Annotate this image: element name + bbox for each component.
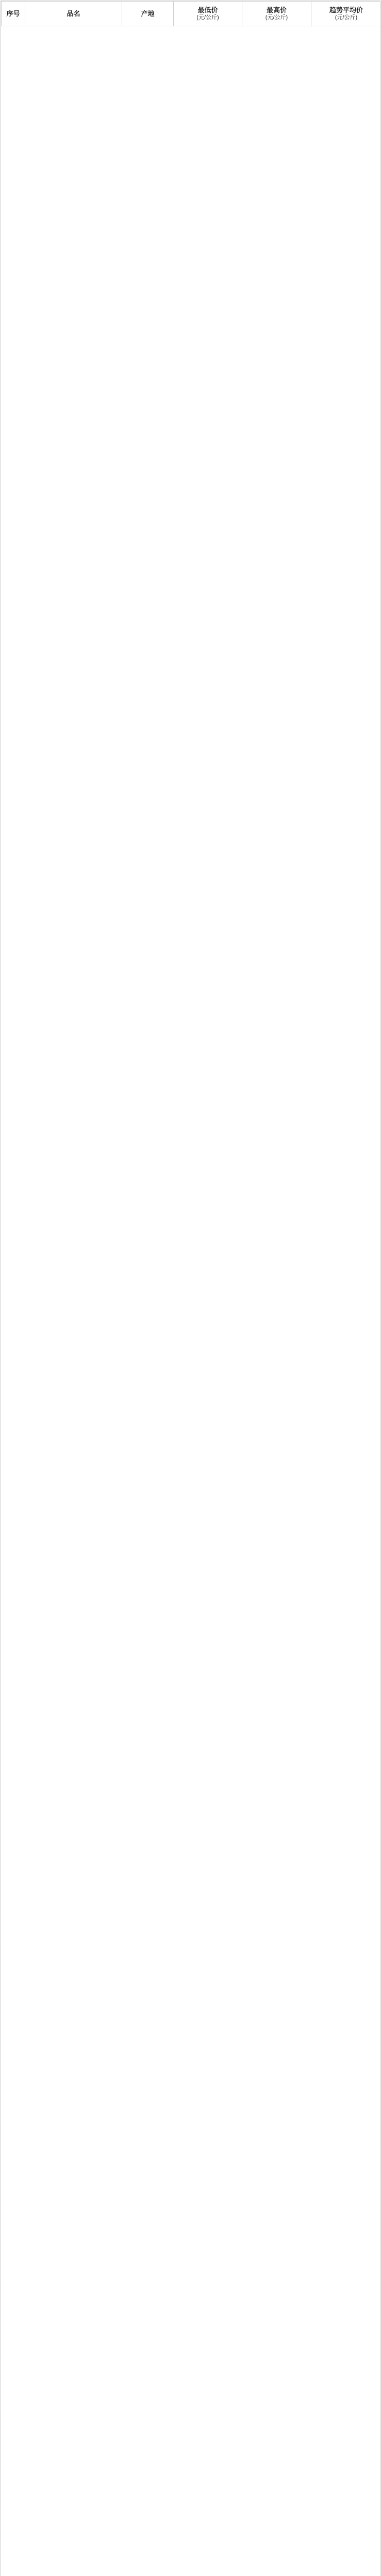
header-max-unit: (元/公斤) xyxy=(265,14,288,21)
header-avg-label: 趋势平均价 xyxy=(329,6,363,14)
header-origin: 产地 xyxy=(122,2,174,26)
header-name: 品名 xyxy=(25,2,122,26)
price-table xyxy=(1,1,380,26)
price-table-sheet xyxy=(1,1,380,2576)
header-min-unit: (元/公斤) xyxy=(196,14,219,21)
header-min xyxy=(174,2,242,26)
header-max-label: 最高价 xyxy=(266,6,287,14)
header-row xyxy=(2,2,381,26)
header-max xyxy=(242,2,311,26)
header-avg xyxy=(311,2,381,26)
header-min-label: 最低价 xyxy=(197,6,218,14)
header-avg-unit: (元/公斤) xyxy=(335,14,358,21)
header-no: 序号 xyxy=(2,2,25,26)
